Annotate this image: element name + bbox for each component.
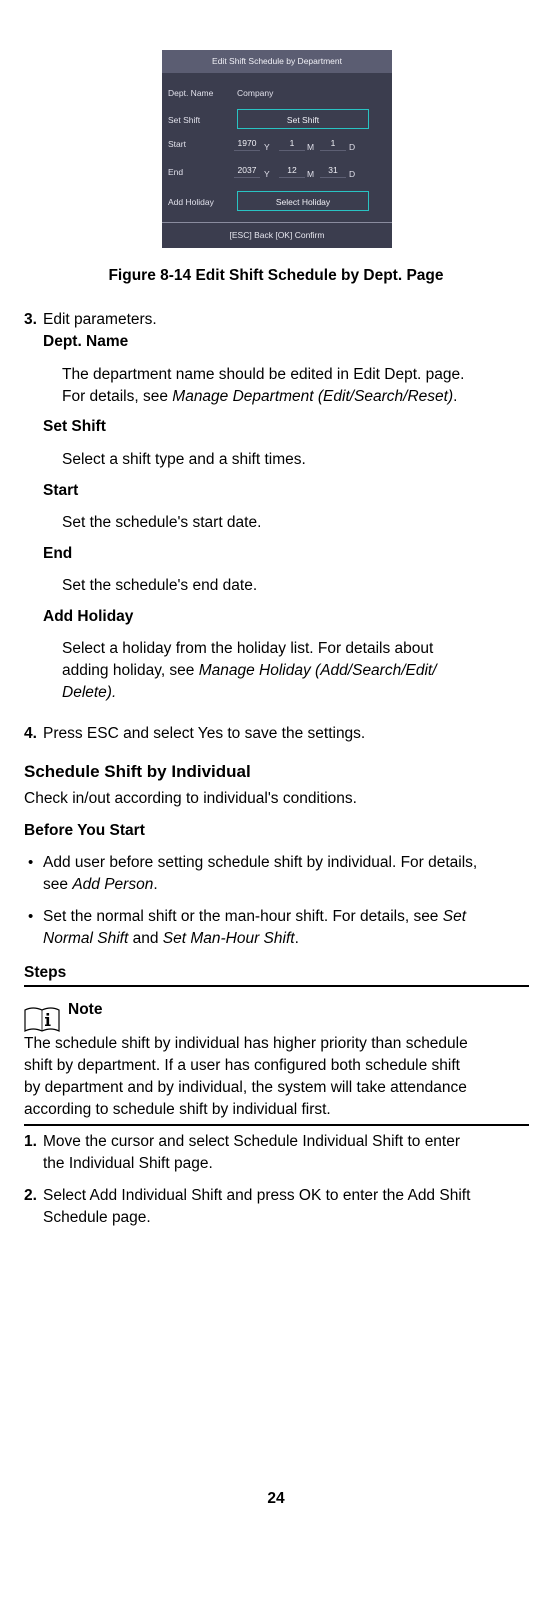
text-run: .	[153, 876, 158, 893]
param-desc: Select a shift type and a shift times.	[62, 451, 306, 468]
cross-reference-link[interactable]: Add Person	[72, 876, 154, 893]
device-screenshot	[162, 50, 392, 248]
param-term-set-shift: Set Shift	[43, 418, 106, 435]
bullet-text	[43, 928, 299, 950]
param-desc: Select a holiday from the holiday list. For details about	[62, 640, 434, 657]
step-number: 1.	[24, 1133, 37, 1150]
set-shift-button[interactable]: Set Shift	[237, 109, 369, 129]
bullet-text: Add user before setting schedule shift by individual. For details,	[43, 854, 478, 871]
add-holiday-label: Add Holiday	[168, 197, 214, 207]
dept-name-value: Company	[237, 88, 274, 98]
select-holiday-button[interactable]: Select Holiday	[237, 191, 369, 211]
param-term-start: Start	[43, 482, 79, 499]
figure-caption: Figure 8-14 Edit Shift Schedule by Dept. Page	[108, 267, 444, 284]
param-desc: Set the schedule's start date.	[62, 514, 262, 531]
note-text: according to schedule shift by individual first.	[24, 1101, 331, 1118]
start-month-unit: M	[307, 142, 315, 152]
end-label: End	[168, 167, 184, 177]
step-text: Move the cursor and select Schedule Individual Shift to enter	[43, 1133, 461, 1150]
cross-reference-link[interactable]: Set	[442, 908, 467, 925]
cross-reference-link[interactable]: Manage Holiday (Add/Search/Edit/	[198, 662, 437, 679]
bullet-text	[43, 906, 466, 928]
cross-reference-link[interactable]: Normal Shift	[43, 930, 129, 947]
note-label: Note	[68, 1001, 103, 1018]
param-desc	[62, 660, 437, 682]
step-text: Edit parameters.	[43, 311, 157, 328]
start-label: Start	[168, 139, 186, 149]
text-run: .	[294, 930, 299, 947]
text-run: and	[128, 930, 163, 947]
bullet-marker: •	[28, 908, 34, 925]
param-term-add-holiday: Add Holiday	[43, 608, 134, 625]
end-year-field[interactable]: 2037	[234, 165, 260, 178]
text-run: see	[43, 876, 73, 893]
note-text: shift by department. If a user has configured both schedule shift	[24, 1057, 460, 1074]
end-day-field[interactable]: 31	[320, 165, 346, 178]
set-shift-label: Set Shift	[168, 115, 201, 125]
steps-heading: Steps	[24, 964, 67, 981]
text-run: .	[453, 388, 458, 405]
text-run: For details, see	[62, 388, 173, 405]
step-text: Select Add Individual Shift and press OK to enter the Add Shift	[43, 1187, 471, 1204]
param-desc: The department name should be edited in Edit Dept. page.	[62, 366, 465, 383]
start-year-unit: Y	[264, 142, 270, 152]
dept-name-label: Dept. Name	[168, 88, 214, 98]
end-month-unit: M	[307, 169, 315, 179]
end-month-field[interactable]: 12	[279, 165, 305, 178]
cross-reference-link[interactable]: Manage Department (Edit/Search/Reset)	[172, 388, 454, 405]
device-title: Edit Shift Schedule by Department	[162, 50, 392, 73]
end-year-unit: Y	[264, 169, 270, 179]
page-number: 24	[267, 1490, 285, 1507]
note-text: The schedule shift by individual has higher priority than schedule	[24, 1035, 468, 1052]
section-heading: Schedule Shift by Individual	[24, 762, 251, 781]
start-day-unit: D	[349, 142, 356, 152]
cross-reference-link[interactable]: Set Man-Hour Shift	[162, 930, 295, 947]
param-term-dept-name: Dept. Name	[43, 333, 129, 350]
end-day-unit: D	[349, 169, 356, 179]
param-term-end: End	[43, 545, 73, 562]
step-number: 4.	[24, 725, 37, 742]
before-you-start-heading: Before You Start	[24, 822, 145, 839]
info-icon	[24, 1006, 60, 1033]
step-text: Schedule page.	[43, 1209, 151, 1226]
section-intro: Check in/out according to individual's conditions.	[24, 790, 357, 807]
cross-reference-link[interactable]: Delete).	[62, 684, 117, 701]
step-number: 3.	[24, 311, 37, 328]
text-run: adding holiday, see	[62, 662, 199, 679]
start-year-field[interactable]: 1970	[234, 138, 260, 151]
bullet-marker: •	[28, 854, 34, 871]
step-text: the Individual Shift page.	[43, 1155, 213, 1172]
note-text: by department and by individual, the system will take attendance	[24, 1079, 467, 1096]
bullet-text	[43, 874, 158, 896]
start-day-field[interactable]: 1	[320, 138, 346, 151]
param-desc	[62, 386, 457, 408]
start-month-field[interactable]: 1	[279, 138, 305, 151]
note-bottom-rule	[24, 1124, 529, 1126]
text-run: Set the normal shift or the man-hour shift. For details, see	[43, 908, 443, 925]
step-number: 2.	[24, 1187, 37, 1204]
param-desc: Set the schedule's end date.	[62, 577, 258, 594]
note-top-rule	[24, 985, 529, 987]
device-footer-hint: [ESC] Back [OK] Confirm	[229, 230, 325, 240]
step-text: Press ESC and select Yes to save the settings.	[43, 725, 366, 742]
